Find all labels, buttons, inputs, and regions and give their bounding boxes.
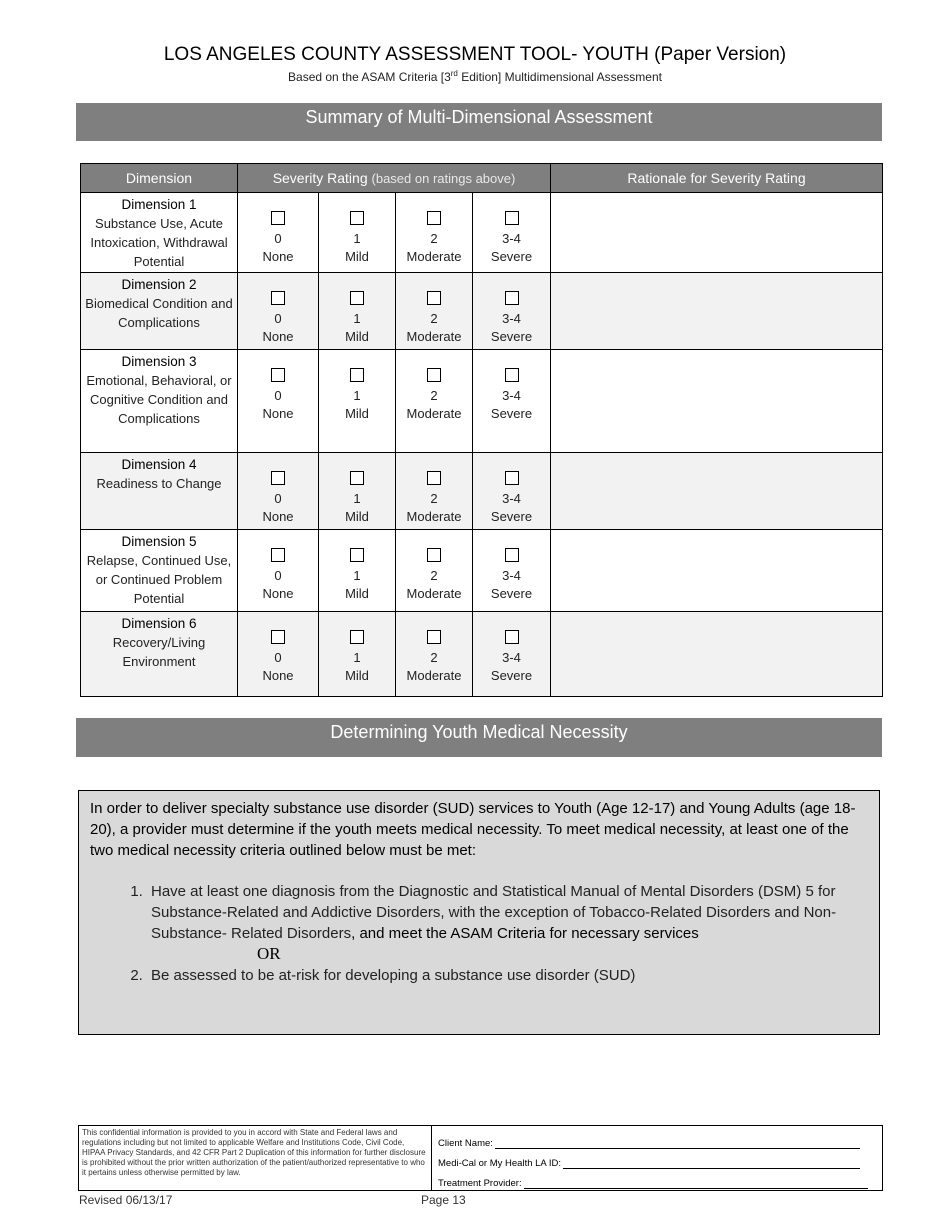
dimension-cell	[81, 350, 238, 453]
rating-cell	[396, 612, 473, 697]
rating-cell	[238, 453, 319, 530]
client-name-label: Client Name:	[438, 1138, 493, 1149]
rating-value: 1	[353, 568, 361, 583]
rating-checkbox[interactable]	[271, 471, 285, 485]
summary-heading: Summary of Multi-Dimensional Assessment	[76, 103, 882, 141]
rationale-input[interactable]	[551, 530, 883, 612]
severity-label: Severity Rating	[272, 170, 368, 186]
revised-date: Revised 06/13/17	[79, 1193, 173, 1207]
footer-box	[78, 1125, 883, 1191]
rating-value: 0	[274, 650, 282, 665]
rating-value: 2	[430, 650, 438, 665]
rating-value: 0	[274, 311, 282, 326]
rating-label: Mild	[345, 329, 369, 344]
rating-label: None	[262, 509, 294, 524]
dimension-cell	[81, 273, 238, 350]
rating-cell	[319, 350, 396, 453]
subtitle-text: Based on the ASAM Criteria [3	[288, 70, 451, 84]
rating-cell	[238, 612, 319, 697]
subtitle-text-end: Edition] Multidimensional Assessment	[457, 70, 662, 84]
dimension-description: Readiness to Change	[96, 476, 222, 491]
rating-cell	[238, 350, 319, 453]
dimension-row	[81, 193, 883, 273]
provider-label: Treatment Provider:	[438, 1178, 522, 1189]
rating-checkbox[interactable]	[271, 368, 285, 382]
rating-label: Severe	[490, 406, 533, 421]
dimension-cell	[81, 530, 238, 612]
criterion-2: 2. Be assessed to be at-risk for developing a substance use disorder (SUD)	[147, 965, 887, 986]
dimension-cell	[81, 193, 238, 273]
rating-value: 2	[430, 311, 438, 326]
dimension-description: Biomedical Condition and Complications	[85, 296, 233, 330]
rating-value: 3-4	[502, 231, 521, 246]
rating-value: 1	[353, 388, 361, 403]
rating-value: 1	[353, 311, 361, 326]
rating-checkbox[interactable]	[427, 211, 441, 225]
rating-checkbox[interactable]	[427, 630, 441, 644]
rating-label: Moderate	[406, 668, 462, 683]
rating-checkbox[interactable]	[427, 291, 441, 305]
rationale-input[interactable]	[551, 273, 883, 350]
dimension-cell	[81, 612, 238, 697]
rating-label: None	[262, 406, 294, 421]
rating-value: 3-4	[502, 568, 521, 583]
rating-checkbox[interactable]	[271, 630, 285, 644]
column-header-severity	[238, 164, 551, 193]
rating-cell	[319, 453, 396, 530]
rating-label: Mild	[345, 586, 369, 601]
page-subtitle	[0, 69, 950, 84]
rating-checkbox[interactable]	[350, 548, 364, 562]
dimension-name: Dimension 5	[121, 534, 197, 549]
rating-cell	[396, 193, 473, 273]
rationale-input[interactable]	[551, 453, 883, 530]
rating-cell	[473, 350, 551, 453]
rating-checkbox[interactable]	[505, 368, 519, 382]
rating-cell	[473, 612, 551, 697]
subtitle-sup: rd	[450, 69, 458, 78]
necessity-heading: Determining Youth Medical Necessity	[76, 718, 882, 757]
rating-checkbox[interactable]	[427, 471, 441, 485]
rating-value: 3-4	[502, 491, 521, 506]
provider-input[interactable]	[524, 1176, 868, 1189]
treatment-provider-field[interactable]	[438, 1169, 876, 1189]
rating-cell	[238, 273, 319, 350]
dimension-description: Relapse, Continued Use, or Continued Problem Potential	[86, 553, 232, 606]
dimension-name: Dimension 4	[121, 457, 197, 472]
necessity-intro: In order to deliver specialty substance use disorder (SUD) services to Youth (Age 12-17) and Young Adults (age 18-20), a provider must determine if the youth meets medical necessity. To meet medical necessity, at least one of the two medical necessity criteria outlined below must be met:	[90, 800, 856, 859]
medical-necessity-box	[78, 790, 880, 1035]
rating-label: Moderate	[406, 406, 462, 421]
dimension-description: Recovery/Living Environment	[112, 635, 206, 669]
dimension-row	[81, 530, 883, 612]
rating-checkbox[interactable]	[505, 211, 519, 225]
rating-checkbox[interactable]	[350, 471, 364, 485]
criteria-list	[115, 881, 887, 986]
confidentiality-notice: This confidential information is provided to you in accord with State and Federal laws and regulations including but not limited to applicable Welfare and Institutions Code, Civil Code, HIPAA Privacy Standards, and 42 CFR Part 2 Duplication of this information for further disclosure is prohibited without the prior written authorization of the patient/authorized representative to who it pertains unless otherwise permitted by law.	[79, 1126, 432, 1190]
rating-value: 2	[430, 388, 438, 403]
rating-cell	[319, 193, 396, 273]
criterion-1	[147, 881, 887, 944]
dimension-name: Dimension 2	[121, 277, 197, 292]
rating-cell	[473, 530, 551, 612]
rating-label: Mild	[345, 406, 369, 421]
or-separator: OR	[257, 944, 281, 963]
criterion-1-emphasis: , and meet the ASAM Criteria for necessary services	[351, 925, 699, 942]
rationale-input[interactable]	[551, 193, 883, 273]
dimension-row	[81, 453, 883, 530]
rating-value: 1	[353, 231, 361, 246]
rating-checkbox[interactable]	[350, 630, 364, 644]
rating-label: None	[262, 329, 294, 344]
rating-label: Mild	[345, 509, 369, 524]
medi-cal-label: Medi-Cal or My Health LA ID:	[438, 1158, 562, 1169]
client-name-field[interactable]	[438, 1129, 876, 1149]
rating-value: 2	[430, 231, 438, 246]
dimension-description: Emotional, Behavioral, or Cognitive Condition and Complications	[86, 373, 232, 426]
rating-value: 0	[274, 388, 282, 403]
rating-checkbox[interactable]	[271, 211, 285, 225]
rating-value: 0	[274, 568, 282, 583]
rating-checkbox[interactable]	[350, 368, 364, 382]
rating-label: Severe	[490, 668, 533, 683]
rating-value: 3-4	[502, 650, 521, 665]
rating-cell	[396, 350, 473, 453]
summary-table	[80, 163, 883, 697]
rating-label: None	[262, 668, 294, 683]
rating-cell	[396, 453, 473, 530]
rating-label: Severe	[490, 249, 533, 264]
dimension-name: Dimension 1	[121, 197, 197, 212]
rating-checkbox[interactable]	[271, 548, 285, 562]
rating-value: 1	[353, 650, 361, 665]
dimension-name: Dimension 3	[121, 354, 197, 369]
dimension-description: Substance Use, Acute Intoxication, Withdrawal Potential	[90, 216, 228, 269]
column-header-dimension: Dimension	[81, 164, 238, 193]
rating-cell	[396, 273, 473, 350]
rating-cell	[319, 530, 396, 612]
rating-value: 3-4	[502, 388, 521, 403]
rating-cell	[473, 273, 551, 350]
dimension-cell	[81, 453, 238, 530]
rating-value: 0	[274, 231, 282, 246]
rating-value: 3-4	[502, 311, 521, 326]
rationale-input[interactable]	[551, 612, 883, 697]
severity-note: (based on ratings above)	[371, 171, 516, 186]
rating-cell	[396, 530, 473, 612]
rating-label: Moderate	[406, 586, 462, 601]
rating-label: Severe	[490, 509, 533, 524]
page-title: LOS ANGELES COUNTY ASSESSMENT TOOL- YOUTH (Paper Version)	[163, 44, 787, 65]
dimension-row	[81, 350, 883, 453]
rating-checkbox[interactable]	[427, 548, 441, 562]
rating-cell	[473, 453, 551, 530]
rating-label: Mild	[345, 668, 369, 683]
client-name-input[interactable]	[495, 1136, 860, 1149]
rating-value: 1	[353, 491, 361, 506]
rating-label: Moderate	[406, 249, 462, 264]
dimension-name: Dimension 6	[121, 616, 197, 631]
rating-checkbox[interactable]	[350, 291, 364, 305]
rating-checkbox[interactable]	[505, 471, 519, 485]
rating-checkbox[interactable]	[505, 291, 519, 305]
rating-checkbox[interactable]	[505, 548, 519, 562]
dimension-row	[81, 612, 883, 697]
rating-cell	[238, 530, 319, 612]
rating-label: Severe	[490, 329, 533, 344]
rating-checkbox[interactable]	[271, 291, 285, 305]
column-header-rationale: Rationale for Severity Rating	[551, 164, 883, 193]
rating-label: Moderate	[406, 329, 462, 344]
medi-cal-id-field[interactable]	[438, 1149, 876, 1169]
rating-label: Mild	[345, 249, 369, 264]
dimension-row	[81, 273, 883, 350]
rating-cell	[319, 273, 396, 350]
rating-label: None	[262, 586, 294, 601]
rating-label: Severe	[490, 586, 533, 601]
rating-cell	[473, 193, 551, 273]
rating-value: 0	[274, 491, 282, 506]
rating-label: Moderate	[406, 509, 462, 524]
rationale-input[interactable]	[551, 350, 883, 453]
rating-cell	[238, 193, 319, 273]
medi-cal-input[interactable]	[563, 1156, 860, 1169]
page-number: Page 13	[421, 1193, 466, 1207]
rating-label: None	[262, 249, 294, 264]
rating-checkbox[interactable]	[505, 630, 519, 644]
rating-checkbox[interactable]	[350, 211, 364, 225]
criterion-1-text: Have at least one diagnosis from the Diagnostic and Statistical Manual of Mental Disorders (DSM) 5 for Substance-Related and Addictive Disorders, with the exception of Tobacco-Related Disorders and Non-Substance- Related Disorders	[151, 883, 837, 942]
rating-cell	[319, 612, 396, 697]
rating-value: 2	[430, 491, 438, 506]
rating-value: 2	[430, 568, 438, 583]
rating-checkbox[interactable]	[427, 368, 441, 382]
client-fields	[432, 1126, 882, 1190]
